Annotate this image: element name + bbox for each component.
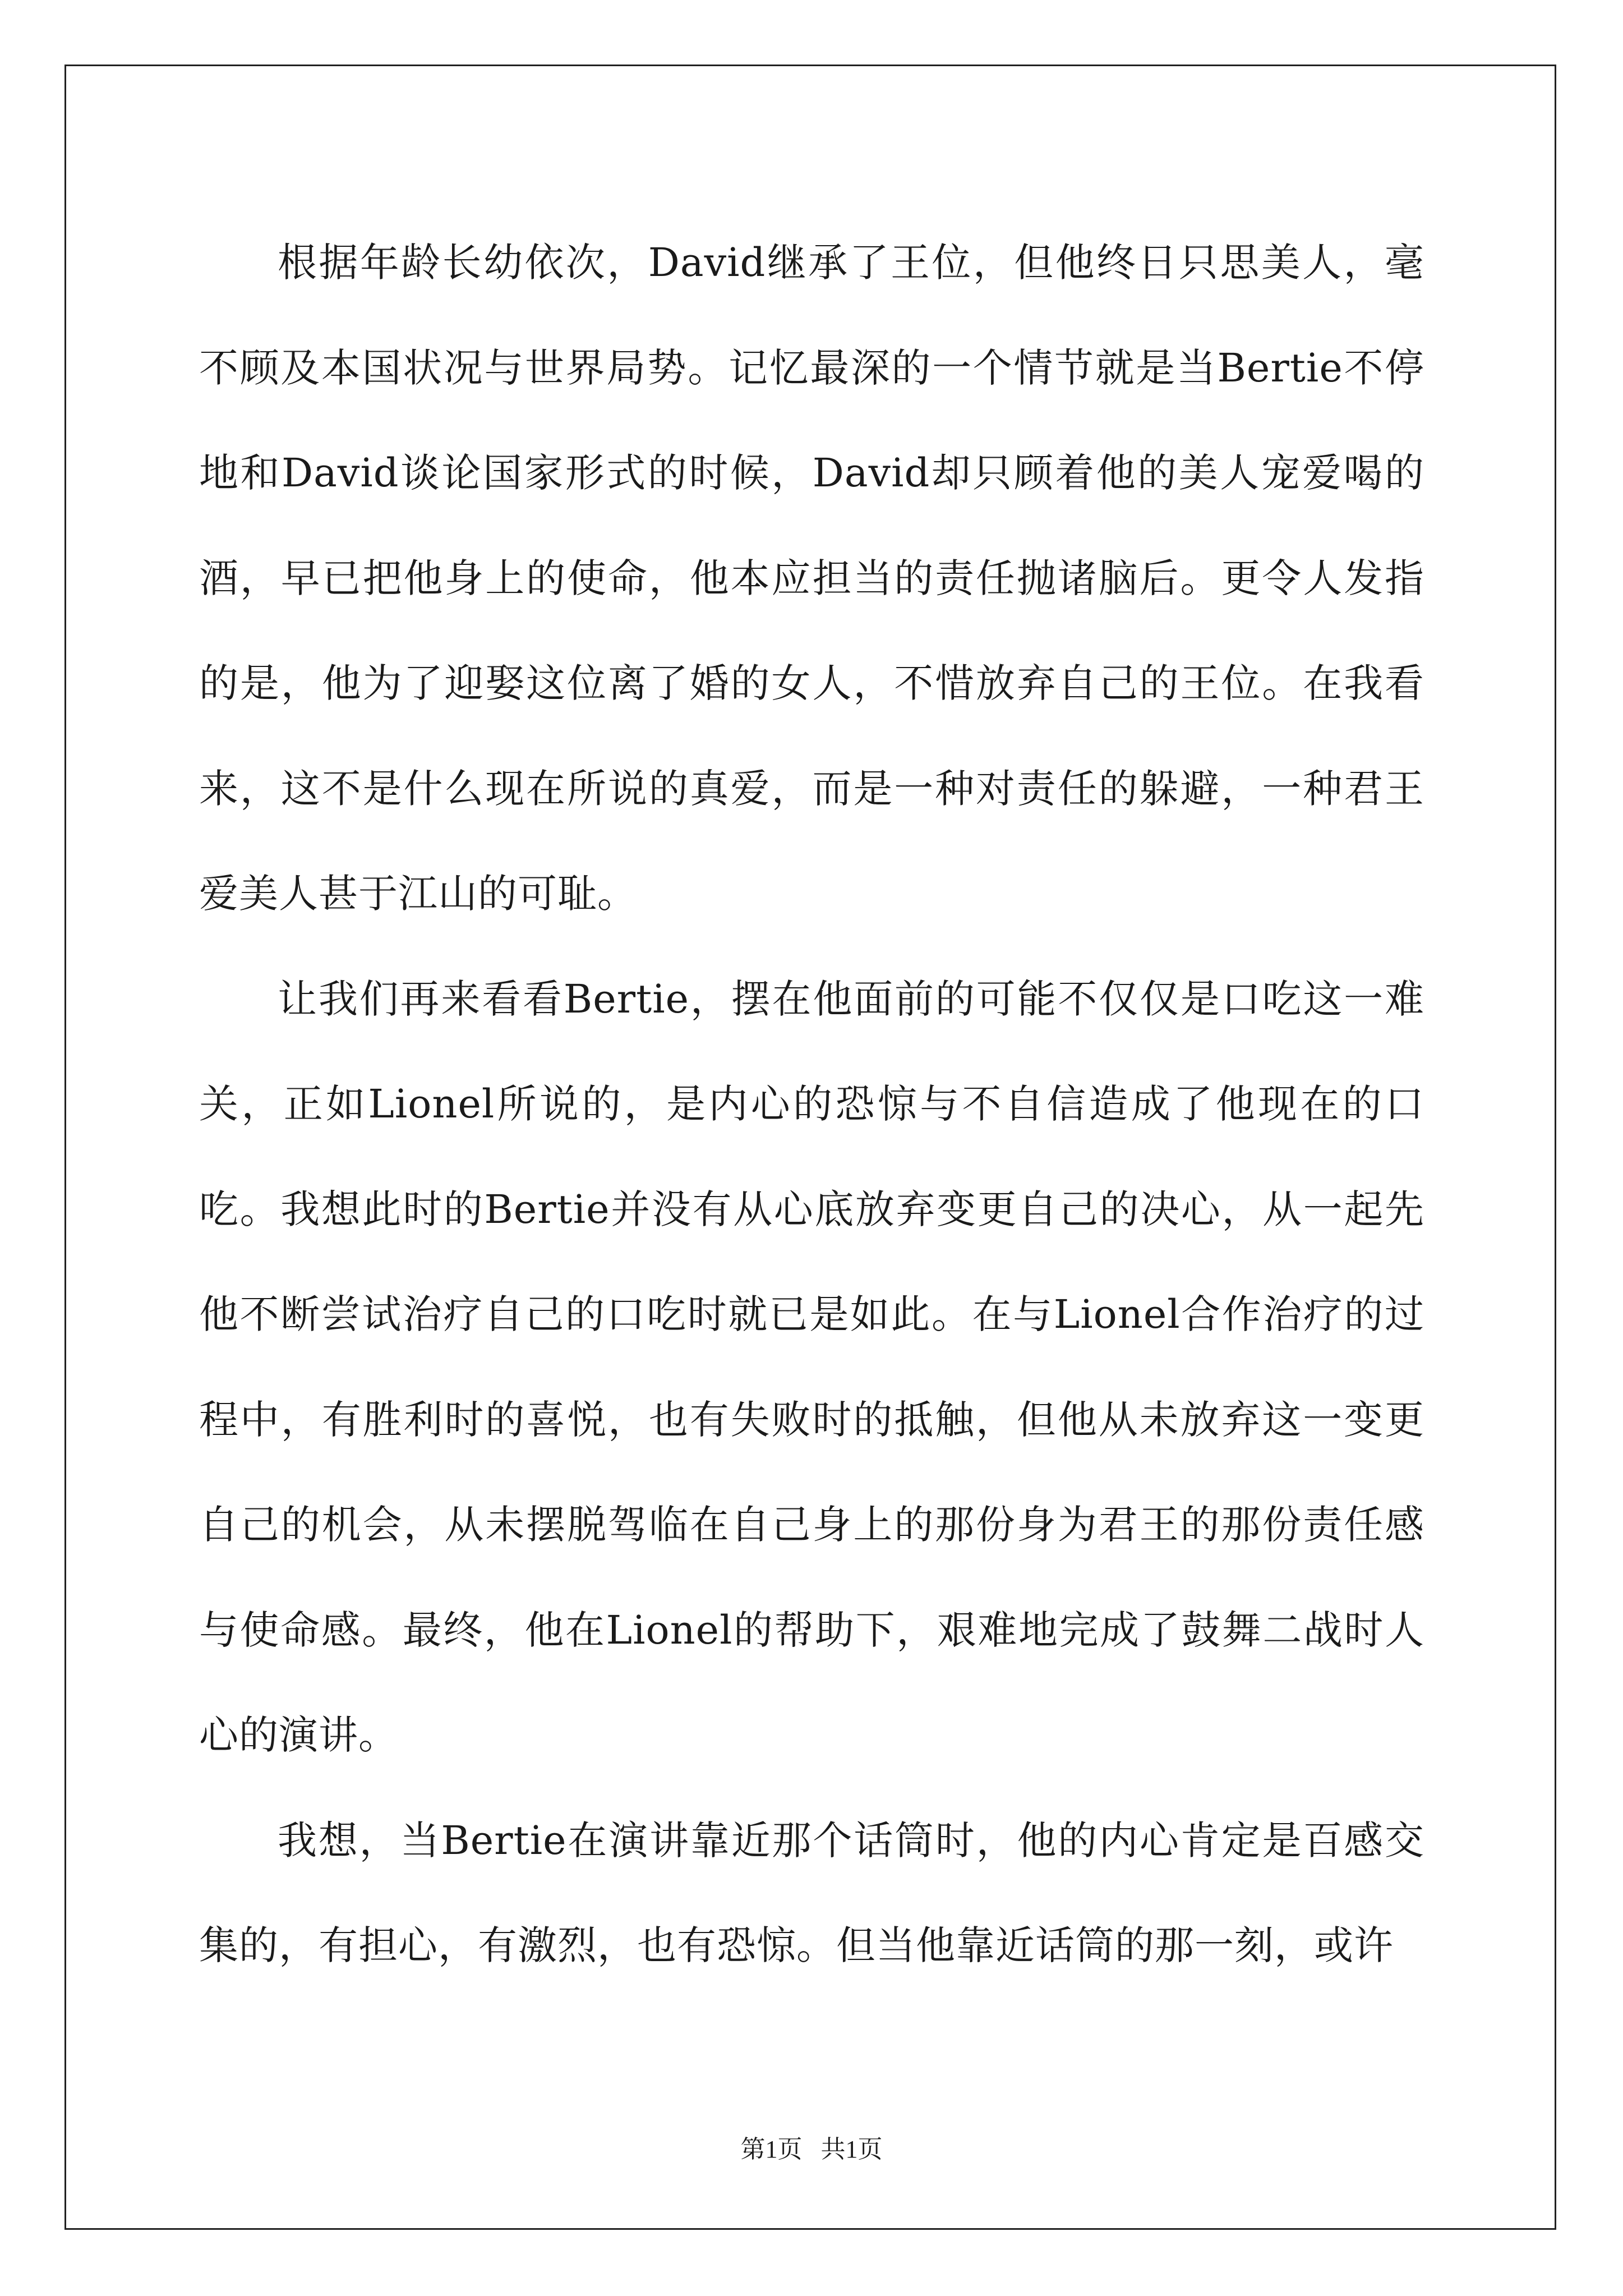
- page-number-footer: 第1页 共1页: [740, 2136, 883, 2163]
- paragraph-1: 根据年龄长幼依次，David继承了王位，但他终日只思美人，毫不顾及本国状况与世界局势。记忆最深的一个情节就是当Bertie不停地和David谈论国家形式的时候，David却只顾着他的美人宠爱喝的酒，早已把他身上的使命，他本应担当的责任抛诸脑后。更令人发指的是，他为了迎娶这位离了婚的女人，不惜放弃自己的王位。在我看来，这不是什么现在所说的真爱，而是一种对责任的躲避，一种君王爱美人甚于江山的可耻。: [199, 240, 1424, 917]
- document-body: [199, 210, 1424, 1999]
- paragraph-3: 我想，当Bertie在演讲靠近那个话筒时，他的内心肯定是百感交集的，有担心，有激烈，也有恐惊。但当他靠近话筒的那一刻，或许: [199, 1817, 1424, 1968]
- paragraph-2: 让我们再来看看Bertie，摆在他面前的可能不仅仅是口吃这一难关，正如Lionel所说的，是内心的恐惊与不自信造成了他现在的口吃。我想此时的Bertie并没有从心底放弃变更自己的决心，从一起先他不断尝试治疗自己的口吃时就已是如此。在与Lionel合作治疗的过程中，有胜利时的喜悦，也有失败时的抵触，但他从未放弃这一变更自己的机会，从未摆脱驾临在自己身上的那份身为君王的那份责任感与使命感。最终，他在Lionel的帮助下，艰难地完成了鼓舞二战时人心的演讲。: [199, 976, 1424, 1758]
